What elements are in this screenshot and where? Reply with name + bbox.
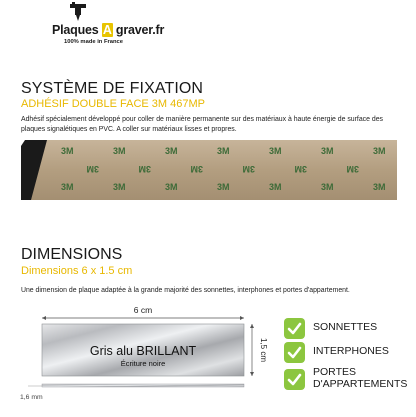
fixation-title: SYSTÈME DE FIXATION (21, 80, 204, 97)
tape-print-mark: 3M (373, 182, 386, 192)
tape-print-mark: 3M (217, 146, 230, 156)
plate-side-view (42, 384, 244, 387)
tape-print-mark: 3M (61, 146, 74, 156)
tape-print-mark: 3M (86, 164, 99, 174)
brand-name: Plaques A graver.fr (52, 23, 165, 37)
tape-print-mark: 3M (269, 182, 282, 192)
tape-print-mark: 3M (321, 182, 334, 192)
checkmark-icon (284, 318, 305, 339)
checkmark-icon (284, 369, 305, 390)
tape-print-mark: 3M (113, 182, 126, 192)
dimensions-subtitle: Dimensions 6 x 1.5 cm (21, 265, 133, 277)
feature-item-portes-appartements (284, 366, 412, 394)
tape-print-mark: 3M (242, 164, 255, 174)
tape-print-mark: 3M (294, 164, 307, 174)
feature-label: SONNETTES (313, 321, 378, 333)
feature-item-interphones (284, 342, 412, 364)
tape-print-mark: 3M (321, 146, 334, 156)
dimensions-title: DIMENSIONS (21, 246, 123, 263)
height-label: 1,5 cm (259, 337, 268, 363)
adhesive-tape-image (21, 140, 397, 200)
tape-print-mark: 3M (113, 146, 126, 156)
tape-print-mark: 3M (217, 182, 230, 192)
checkmark-icon (284, 342, 305, 363)
engraving-machine-icon (68, 2, 88, 24)
feature-item-sonnettes (284, 318, 412, 340)
feature-label: PORTES D'APPARTEMENTS (313, 366, 408, 390)
thickness-label: 1,6 mm (20, 394, 43, 401)
plate-dimension-diagram (20, 300, 280, 412)
tape-print-mark: 3M (373, 146, 386, 156)
tape-print-mark: 3M (346, 164, 359, 174)
fixation-subtitle: ADHÉSIF DOUBLE FACE 3M 467MP (21, 98, 205, 110)
brand-logo (52, 2, 165, 48)
tape-print-mark: 3M (165, 182, 178, 192)
fixation-description: Adhésif spécialement développé pour coller de manière permanente sur des matériaux à haute énergie de surface des plaques signalétiques en PVC. A coller sur matériaux lisses et propres. (21, 116, 383, 133)
brand-tagline: 100% made in France (64, 39, 123, 45)
plate-line-1: Gris alu BRILLANT (89, 344, 197, 358)
tape-print-mark: 3M (190, 164, 203, 174)
feature-label: INTERPHONES (313, 345, 389, 357)
plate-line-2: Écriture noire (120, 359, 166, 368)
width-label: 6 cm (133, 305, 153, 315)
tape-print-mark: 3M (61, 182, 74, 192)
tape-print-mark: 3M (138, 164, 151, 174)
tape-print-mark: 3M (269, 146, 282, 156)
tape-print-mark: 3M (165, 146, 178, 156)
dimensions-description: Une dimension de plaque adaptée à la grande majorité des sonnettes, interphones et portes d'appartement. (21, 287, 350, 294)
